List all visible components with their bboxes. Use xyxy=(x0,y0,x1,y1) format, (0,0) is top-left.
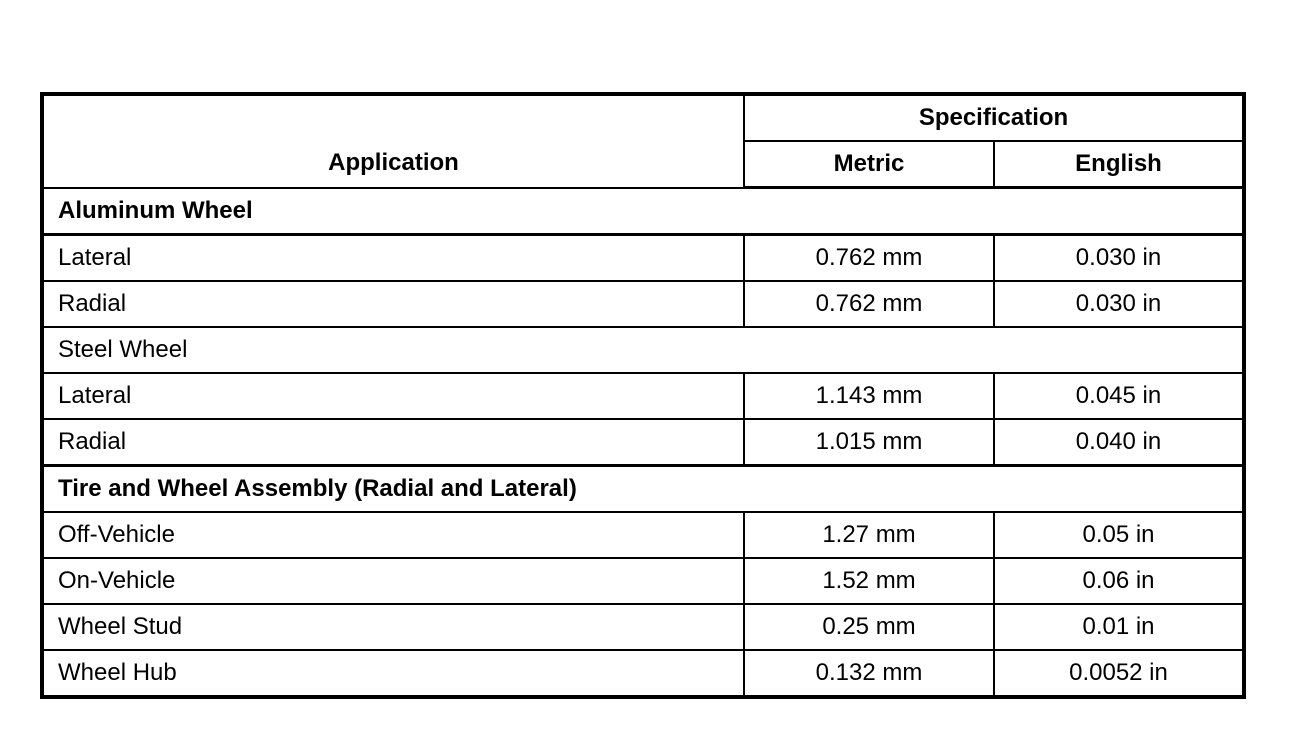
specification-header: Specification xyxy=(744,94,1244,141)
metric-value: 1.015 mm xyxy=(744,419,994,466)
section-row xyxy=(42,188,1244,235)
table-row xyxy=(42,512,1244,558)
english-value: 0.030 in xyxy=(994,281,1244,327)
row-label: Wheel Hub xyxy=(42,650,744,697)
metric-value: 1.27 mm xyxy=(744,512,994,558)
row-label: Lateral xyxy=(42,235,744,282)
metric-value: 1.143 mm xyxy=(744,373,994,419)
section-row xyxy=(42,466,1244,513)
row-label: Radial xyxy=(42,281,744,327)
table-row xyxy=(42,558,1244,604)
application-header: Application xyxy=(42,94,744,188)
section-title-tire-and-wheel-assembly: Tire and Wheel Assembly (Radial and Lateral) xyxy=(42,466,1244,513)
section-row xyxy=(42,327,1244,373)
english-value: 0.0052 in xyxy=(994,650,1244,697)
table-row xyxy=(42,604,1244,650)
runout-specification-table xyxy=(40,92,1246,699)
metric-header: Metric xyxy=(744,141,994,188)
table-row xyxy=(42,235,1244,282)
row-label: Wheel Stud xyxy=(42,604,744,650)
metric-value: 1.52 mm xyxy=(744,558,994,604)
metric-value: 0.132 mm xyxy=(744,650,994,697)
table-row xyxy=(42,373,1244,419)
english-value: 0.06 in xyxy=(994,558,1244,604)
metric-value: 0.762 mm xyxy=(744,281,994,327)
english-value: 0.01 in xyxy=(994,604,1244,650)
section-title-aluminum-wheel: Aluminum Wheel xyxy=(42,188,1244,235)
row-label: On-Vehicle xyxy=(42,558,744,604)
table-row xyxy=(42,650,1244,697)
english-header: English xyxy=(994,141,1244,188)
row-label: Lateral xyxy=(42,373,744,419)
metric-value: 0.25 mm xyxy=(744,604,994,650)
section-title-steel-wheel: Steel Wheel xyxy=(42,327,1244,373)
table-row xyxy=(42,419,1244,466)
metric-value: 0.762 mm xyxy=(744,235,994,282)
english-value: 0.040 in xyxy=(994,419,1244,466)
row-label: Off-Vehicle xyxy=(42,512,744,558)
english-value: 0.030 in xyxy=(994,235,1244,282)
english-value: 0.05 in xyxy=(994,512,1244,558)
english-value: 0.045 in xyxy=(994,373,1244,419)
row-label: Radial xyxy=(42,419,744,466)
table-row xyxy=(42,281,1244,327)
